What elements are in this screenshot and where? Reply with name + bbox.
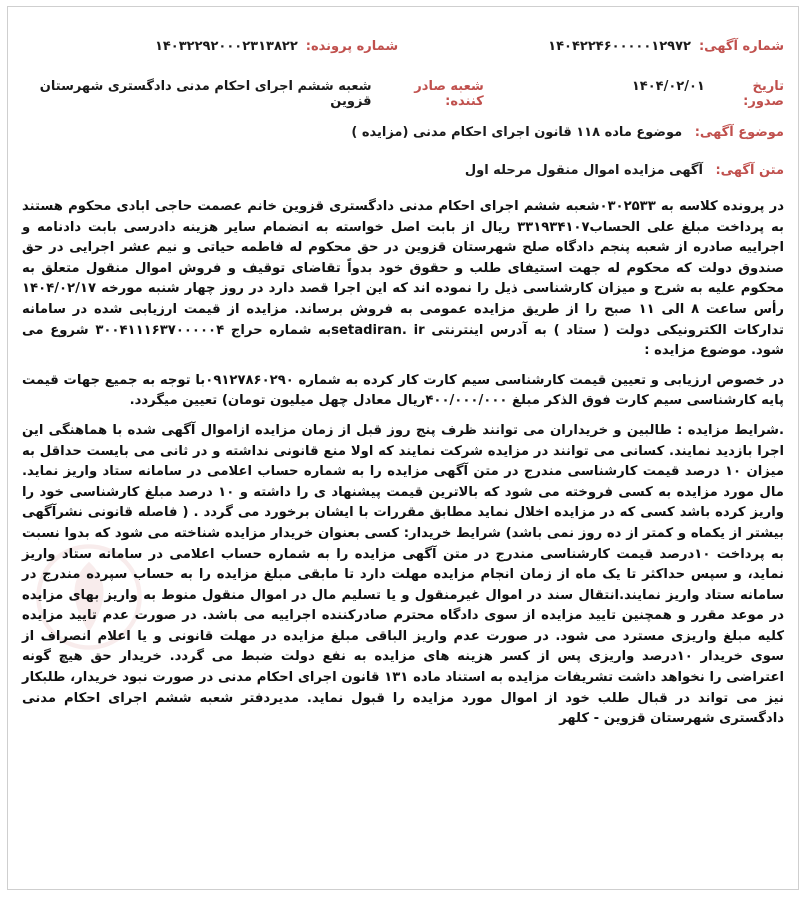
notice-body (22, 197, 784, 739)
body-paragraph-2: در خصوص ارزیابی و تعیین قیمت کارشناسی سیم کارت کار کرده به شماره ۰۹۱۲۷۸۶۰۲۹۰با توجه به جمیع جهات قیمت پایه کارشناسی سیم کارت فوق الذکر مبلغ ۴۰۰/۰۰۰/۰۰۰ریال معادل چهل میلیون تومان) تعیین میگردد. (22, 372, 784, 409)
ad-number-label: شماره آگهی: (698, 39, 784, 54)
issuer-label: شعبه صادر کننده: (414, 79, 484, 109)
issue-date: ۱۴۰۴/۰۲/۰۱ (631, 79, 705, 94)
issuer: شعبه ششم اجرای احکام مدنی دادگستری شهرستان قزوین (39, 79, 372, 109)
subject-text: موضوع ماده ۱۱۸ قانون اجرای احکام مدنی (مزایده ) (351, 125, 683, 140)
meta-row-numbers (22, 39, 784, 61)
ad-text-title: آگهی مزایده اموال منقول مرحله اول (464, 163, 703, 178)
ad-number: ۱۴۰۴۲۲۴۶۰۰۰۰۰۱۲۹۷۲ (548, 39, 691, 54)
body-paragraph-3: .شرایط مزایده : طالبین و خریداران می توانند ظرف پنج روز قبل از زمان مزایده ازاموال آگهی شده با هماهنگی این اجرا بازدید نمایند. کسانی می توانند در مزایده شرکت نمایند که اولا منع قانونی نداشته و در ثانی می بایست حداقل به میزان ۱۰ درصد قیمت کارشناسی مندرج در متن آگهی مزایده را به شماره حساب اعلامی در سامانه ستاد واریز نماید. مال مورد مزایده به کسی فروخته می شود که بالاترین قیمت پیشنهاد ی را داشته و ۱۰ درصد مبلغ کارشناسی خود را واریز کرده باشد کسی که در مزایده اخلال نماید مطابق مقررات با ایشان برخورد می گردد . ( فاصله قانونی نشرآگهی بیشتر از یکماه و کمتر از ده روز نمی باشد) شرایط خریدار: کسی بعنوان خریدار مزایده شناخته می شود که بدوا نسبت به پرداخت ۱۰درصد قیمت کارشناسی مندرج در متن آگهی مزایده را به شماره حساب اعلامی در سامانه ستاد واریز نماید، و سپس حداکثر تا یک ماه از زمان انجام مزایده مهلت دارد تا مابقی مبلغ مزایده را به حساب سپرده مندرج در سامانه ستاد واریز نمایند.انتقال سند در اموال غیرمنقول و یا تسلیم مال در اموال منقول منوط به واریز بهای مزایده در موعد مقرر و همچنین تایید مزایده از سوی دادگاه محترم صادرکننده اجراییه می باشد. در صورت عدم تایید مزایده کلیه مبلغ واریزی مسترد می شود. در صورت عدم واریز الباقی مبلغ مزایده در مهلت قانونی و یا اعلام انصراف از سوی خریدار ۱۰درصد واریزی پس از کسر هزینه های مزایده به نفع دولت ضبط می گردد. خریدار حق هیچ گونه اعتراضی را نخواهد داشت تشریفات مزایده به استناد ماده ۱۳۱ قانون اجرای احکام مدنی در صورت نبود خریدار، طلبکار نیز می تواند در قبال طلب خود از اموال مورد مزایده را قبول نماید. مدیردفتر شعبه ششم اجرای احکام مدنی دادگستری شهرستان قزوین - کلهر (22, 422, 784, 727)
issue-date-label: تاریخ صدور: (743, 79, 784, 109)
case-number-label: شماره پرونده: (305, 39, 399, 54)
meta-row-date-issuer (22, 79, 784, 109)
subject-row (22, 125, 784, 140)
case-number: ۱۴۰۳۲۲۹۲۰۰۰۲۳۱۳۸۲۲ (154, 39, 298, 54)
notice-card (7, 6, 799, 890)
ad-text-label: متن آگهی: (715, 163, 784, 178)
body-p1-part-2: به شماره حراج ۳۰۰۴۱۱۱۶۳۷۰۰۰۰۰۴ شروع می شود. موضوع مزایده : (22, 322, 784, 359)
body-p1-part-1: در پرونده کلاسه به ۰۳۰۲۵۳۳شعبه ششم اجرای احکام مدنی دادگستری قزوین خانم عصمت حاجی ابادی محکوم هستند به پرداخت مبلغ علی الحساب۳۳۱۹۳۴۱۰۷ ریال از بابت اصل خواسته به انضمام سایر هزینه دادرسی بابت دادنامه و اجراییه صادره از شعبه پنجم دادگاه صلح شهرستان قزوین در حق محکوم له فاطمه حیاتی و نیم عشر اجرایی در حق صندوق دولت که محکوم له جهت استیفای طلب و حقوق خود بدواً تقاضای توقیف و فروش اموال منقول متعلق به محکوم علیه به شرح و میزان کارشناسی ذیل را نموده اند که این اجرا قصد دارد در روز چهار شنبه مورخه ۱۴۰۴/۰۲/۱۷ رأس ساعت ۸ الی ۱۱ صبح را از طریق مزایده عمومی به فروش برساند. مزایده از قیمت ارزیابی شده در سامانه تدارکات الکترونیکی دولت ( ستاد ) به آدرس اینترنتی (22, 199, 785, 338)
subject-label: موضوع آگهی: (694, 125, 784, 140)
website-link[interactable]: setadiran. ir (331, 322, 425, 338)
ad-text-row (22, 163, 784, 178)
body-paragraph-1 (22, 197, 784, 362)
